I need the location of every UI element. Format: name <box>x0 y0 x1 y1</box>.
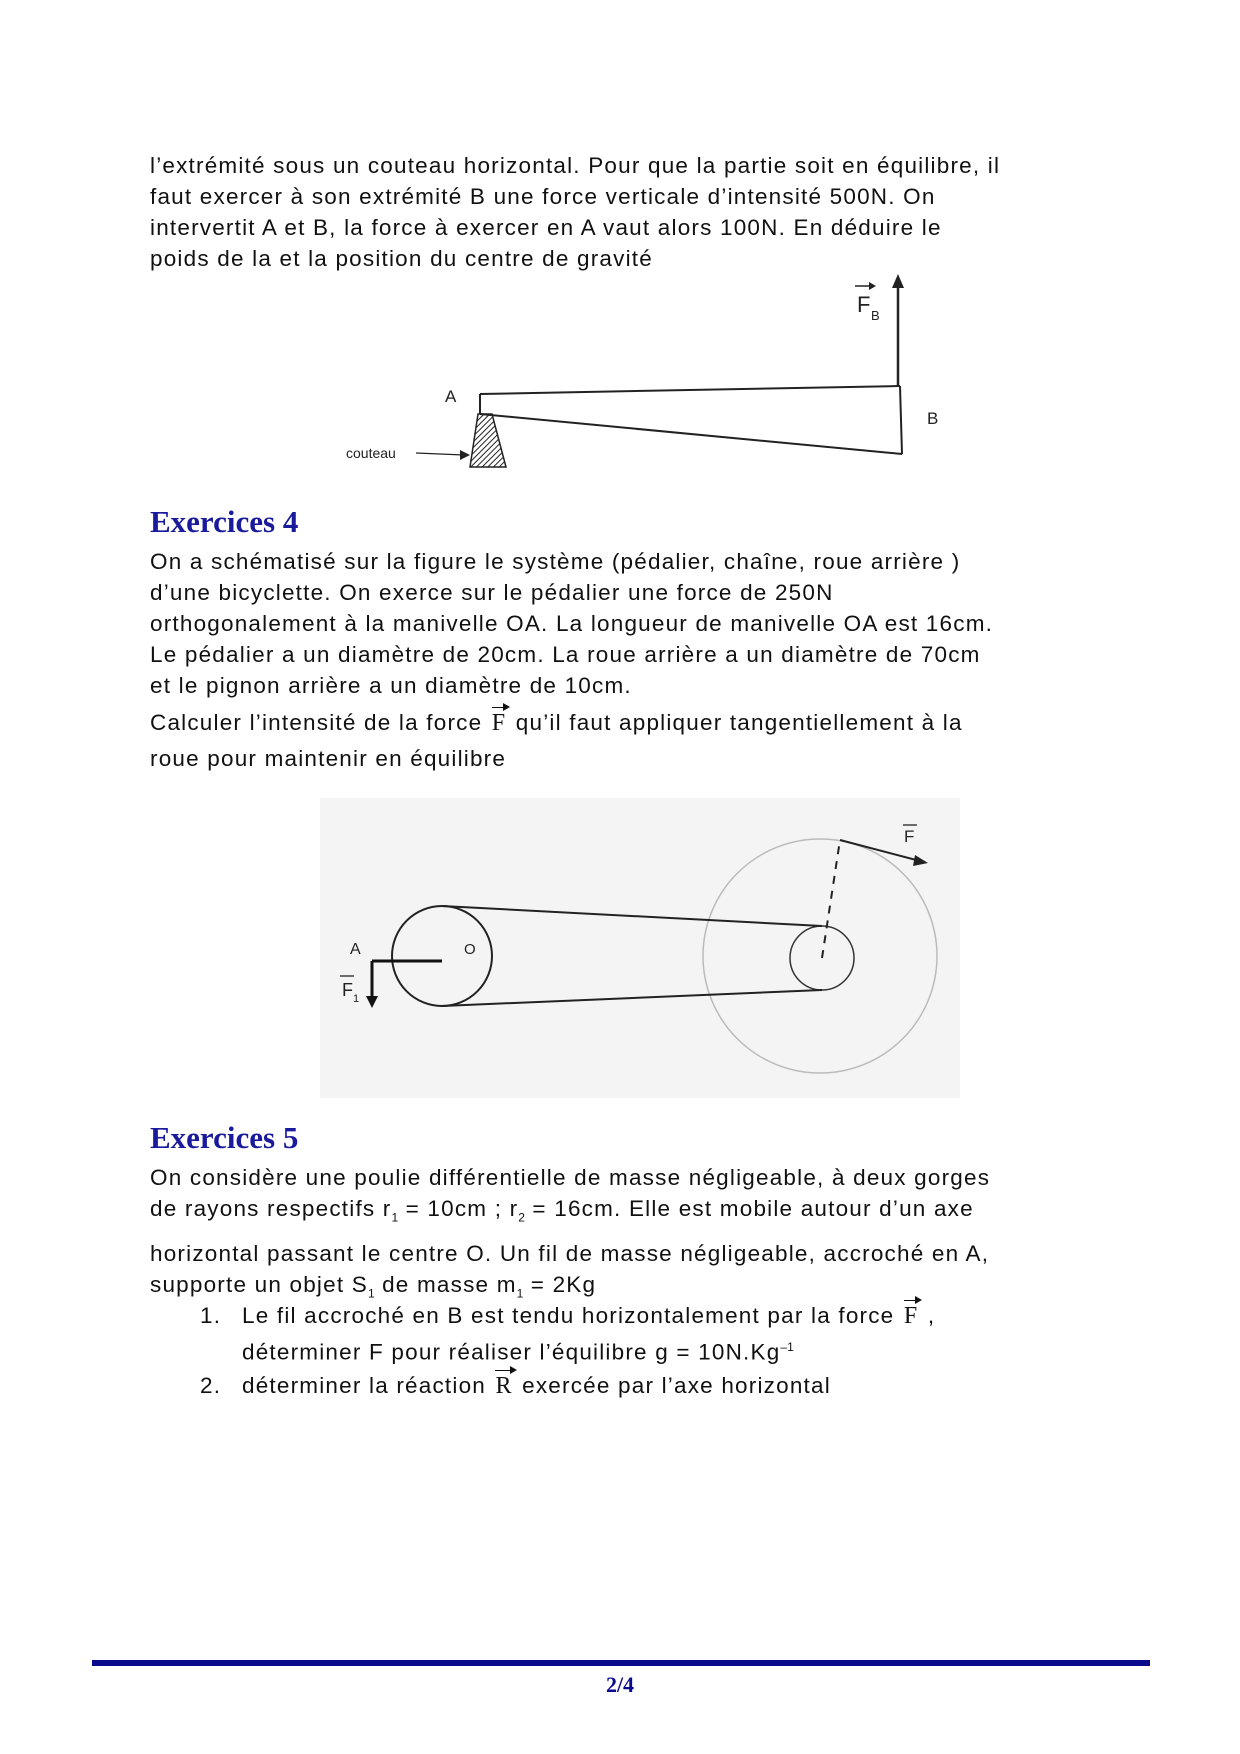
ex5-line-4: supporte un objet $S_1$ de masse $m_1 = 2Kg$ <box>150 1271 597 1300</box>
knife-edge-support <box>470 414 506 467</box>
ex4-line-5: et le pignon arrière a un diamètre de 10cm. <box>150 673 632 698</box>
lever-figure <box>330 262 950 492</box>
bar-end-b <box>900 386 902 454</box>
couteau-pointer-head <box>460 450 470 460</box>
label-f1-subscript: 1 <box>353 993 360 1005</box>
vector-r: R <box>493 1371 514 1402</box>
ex5-line-2: de rayons respectifs $r_1 = 10cm$ ; $r_2 = 16cm$. Elle est mobile autour d’un axe <box>150 1196 974 1225</box>
footer-rule <box>92 1660 1150 1666</box>
ex5-line-3: horizontal passant le centre O. Un fil de masse négligeable, accroché en A, <box>150 1240 990 1266</box>
ex4-line-6: Calculer l’intensité de la force F qu’il faut appliquer tangentiellement à la <box>150 707 1140 739</box>
vector-f: F <box>902 1301 921 1332</box>
intro-line-1: l’extrémité sous un couteau horizontal. Pour que la partie soit en équilibre, il <box>150 153 1001 178</box>
label-couteau: couteau <box>346 445 396 461</box>
label-a: A <box>445 387 457 406</box>
intro-paragraph <box>150 150 1140 274</box>
ex4-line-4: Le pédalier a un diamètre de 20cm. La roue arrière a un diamètre de 70cm <box>150 642 981 667</box>
figure-background <box>320 798 960 1098</box>
question-2-number: 2. <box>200 1373 222 1398</box>
label-fb: F <box>857 292 871 317</box>
label-fb-subscript: B <box>871 308 880 323</box>
exercise-4-title: Exercices 4 <box>150 504 299 539</box>
exercise-5-paragraph <box>150 1162 1140 1309</box>
exercise-5-title: Exercices 5 <box>150 1120 299 1155</box>
label-fb-vector-tip <box>869 282 876 290</box>
bar-top-edge <box>480 386 900 394</box>
bar-bottom-edge <box>480 414 902 454</box>
vector-f: F <box>490 708 509 739</box>
exercise-4-paragraph <box>150 546 1140 774</box>
question-2: 2. déterminer la réaction R exercée par l’axe horizontal <box>200 1370 1100 1402</box>
intro-line-3: intervertit A et B, la force à exercer en A vaut alors 100N. En déduire le <box>150 215 942 240</box>
ex4-line-2: d’une bicyclette. On exerce sur le pédalier une force de 250N <box>150 580 834 605</box>
label-o: O <box>464 941 476 958</box>
label-f: F <box>904 827 915 846</box>
label-b: B <box>927 409 939 428</box>
intro-line-4: poids de la et la position du centre de gravité <box>150 246 653 271</box>
intro-line-2: faut exercer à son extrémité B une force verticale d’intensité 500N. On <box>150 184 936 209</box>
ex4-line-7: roue pour maintenir en équilibre <box>150 746 507 771</box>
bicycle-figure <box>320 798 960 1098</box>
ex4-line-3: orthogonalement à la manivelle OA. La longueur de manivelle OA est 16cm. <box>150 611 994 636</box>
page-number: 2/4 <box>605 1672 635 1697</box>
ex5-line-1: On considère une poulie différentielle de masse négligeable, à deux gorges <box>150 1165 991 1190</box>
ex4-line-1: On a schématisé sur la figure le système (pédalier, chaîne, roue arrière ) <box>150 549 961 574</box>
force-fb-arrowhead <box>892 274 904 288</box>
couteau-pointer-line <box>416 453 464 455</box>
question-1: 1. Le fil accroché en B est tendu horizontalement par la force F , déterminer F pour réaliser l’équilibre $g = 10N.Kg^{-1}$ <box>200 1300 1100 1368</box>
label-f1: F <box>342 980 353 1000</box>
label-a: A <box>350 941 361 958</box>
question-1-number: 1. <box>200 1303 222 1328</box>
